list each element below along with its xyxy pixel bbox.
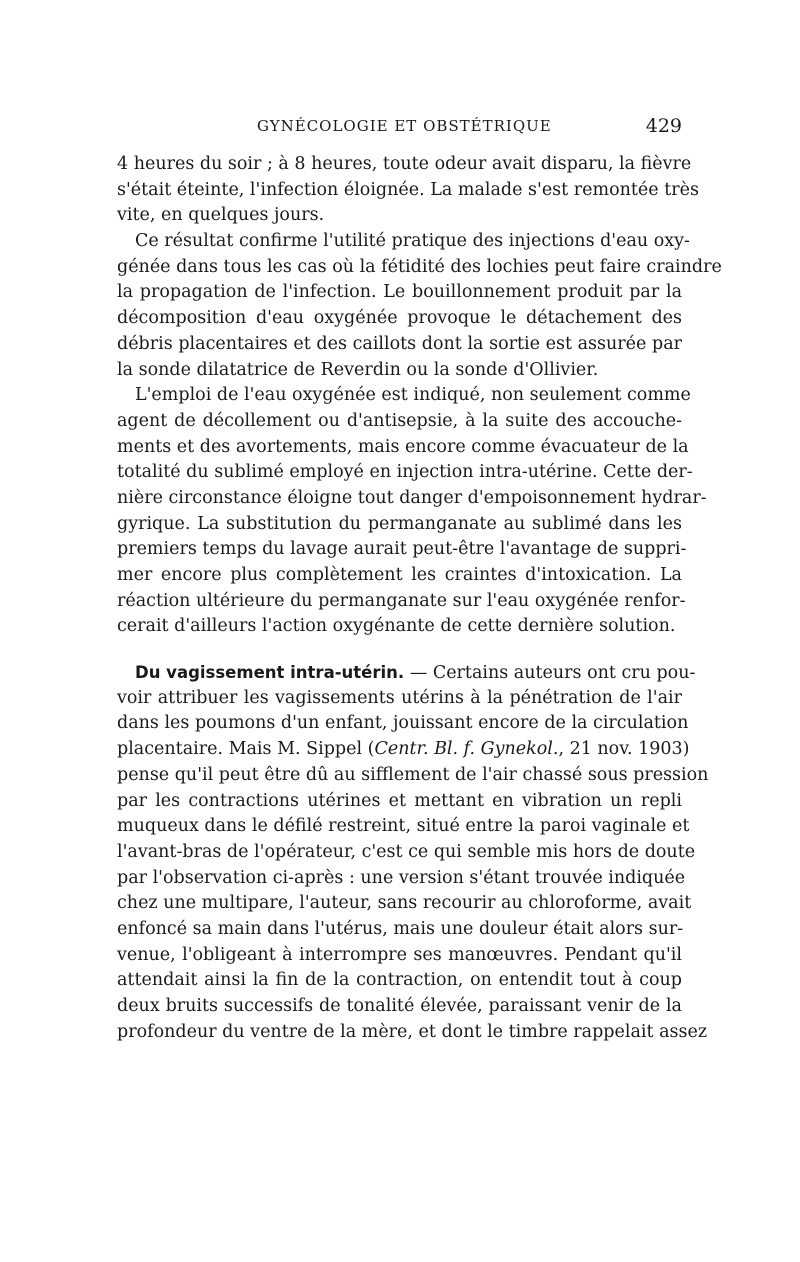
text-line: mer encore plus complètement les craintes d'intoxication. La xyxy=(117,565,682,585)
text-line: la sonde dilatatrice de Reverdin ou la sonde d'Ollivier. xyxy=(117,359,599,380)
text-line: dans les poumons d'un enfant, jouissant encore de la circulation xyxy=(117,713,689,734)
citation-journal: Centr. Bl. f. Gynekol. xyxy=(374,739,559,760)
text-line: muqueux dans le défilé restreint, situé entre la paroi vaginale et xyxy=(117,816,690,837)
text-line: venue, l'obligeant à interrompre ses manœuvres. Pendant qu'il xyxy=(117,944,682,965)
text-line xyxy=(117,660,696,686)
text-line xyxy=(117,737,690,763)
paragraph-3 xyxy=(117,383,707,640)
text-line: deux bruits successifs de tonalité élevée, paraissant venir de la xyxy=(117,996,682,1016)
text-line: attendait ainsi la fin de la contraction, on entendit tout à coup xyxy=(117,970,682,991)
text-line: s'était éteinte, l'infection éloignée. La malade s'est remontée très xyxy=(117,179,699,200)
text-line: nière circonstance éloigne tout danger d'empoisonnement hydrar- xyxy=(117,487,707,508)
body-text xyxy=(117,152,722,1045)
running-title: GYNÉCOLOGIE ET OBSTÉTRIQUE xyxy=(257,117,552,135)
text-line: pense qu'il peut être dû au sifflement de l'air chassé sous pression xyxy=(117,764,709,785)
text-line: premiers temps du lavage aurait peut-être l'avantage de suppri- xyxy=(117,539,687,560)
text-line: la propagation de l'infection. Le bouillonnement produit par la xyxy=(117,282,682,303)
page-header xyxy=(117,117,682,139)
section-title: Du vagissement intra-utérin. xyxy=(135,663,405,683)
text-line: 4 heures du soir ; à 8 heures, toute odeur avait disparu, la fièvre xyxy=(117,154,692,174)
text-line: vite, en quelques jours. xyxy=(117,205,325,226)
text-line: Ce résultat confirme l'utilité pratique des injections d'eau oxy- xyxy=(135,231,690,252)
text-line: voir attribuer les vagissements utérins à la pénétration de l'air xyxy=(117,687,682,708)
page-number: 429 xyxy=(645,115,682,137)
section-text: — Certains auteurs ont cru pou- xyxy=(404,663,696,684)
text-line: décomposition d'eau oxygénée provoque le détachement des xyxy=(117,308,682,329)
text-line: par les contractions utérines et mettant en vibration un repli xyxy=(117,790,682,811)
citation-date: , 21 nov. 1903) xyxy=(558,739,690,760)
text-line: gyrique. La substitution du permanganate au sublimé dans les xyxy=(117,513,682,534)
paragraph-1 xyxy=(117,152,699,229)
text-line: totalité du sublimé employé en injection intra-utérine. Cette der- xyxy=(117,462,693,483)
text-line: cerait d'ailleurs l'action oxygénante de cette dernière solution. xyxy=(117,616,676,637)
text-line: ments et des avortements, mais encore comme évacuateur de la xyxy=(117,436,689,457)
text-line: par l'observation ci-après : une version s'étant trouvée indiquée xyxy=(117,867,686,888)
text-line: l'avant-bras de l'opérateur, c'est ce qui semble mis hors de doute xyxy=(117,841,696,862)
text-line: débris placentaires et des caillots dont la sortie est assurée par xyxy=(117,333,682,354)
text-line: enfoncé sa main dans l'utérus, mais une douleur était alors sur- xyxy=(117,918,684,939)
text-line: profondeur du ventre de la mère, et dont le timbre rappelait assez xyxy=(117,1021,708,1042)
text-line: chez une multipare, l'auteur, sans recourir au chloroforme, avait xyxy=(117,893,692,914)
section-gap xyxy=(117,640,682,660)
paragraph-2 xyxy=(117,229,722,383)
text-line: agent de décollement ou d'antisepsie, à la suite des accouche- xyxy=(117,410,682,431)
text-line: L'emploi de l'eau oxygénée est indiqué, non seulement comme xyxy=(135,385,691,406)
text-line: génée dans tous les cas où la fétidité des lochies peut faire craindre xyxy=(117,256,722,277)
text-line: réaction ultérieure du permanganate sur l'eau oxygénée renfor- xyxy=(117,590,686,611)
section-vagissement xyxy=(117,660,709,1045)
citation-lead: placentaire. Mais M. Sippel ( xyxy=(117,739,375,760)
